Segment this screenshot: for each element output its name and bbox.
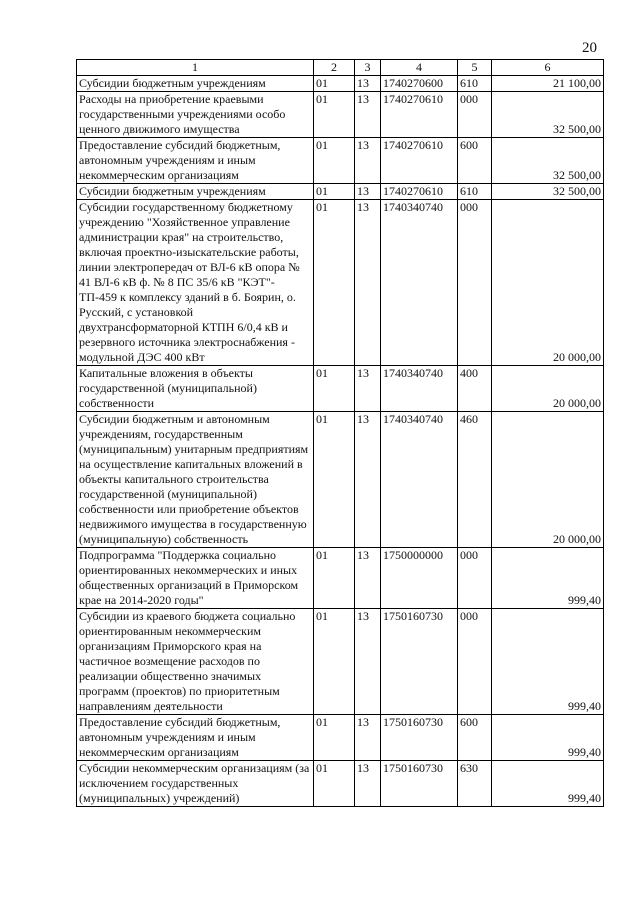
row-expense-type: 610 (458, 76, 492, 92)
table-row (77, 184, 604, 200)
table-row (77, 761, 604, 807)
header-cell: 4 (381, 60, 458, 76)
row-section-code: 01 (314, 609, 355, 715)
table-row (77, 412, 604, 548)
row-amount: 32 500,00 (492, 184, 604, 200)
row-section-code: 01 (314, 92, 355, 138)
row-amount: 21 100,00 (492, 76, 604, 92)
table-row (77, 138, 604, 184)
row-expense-type: 600 (458, 138, 492, 184)
row-amount: 999,40 (492, 715, 604, 761)
row-amount: 32 500,00 (492, 138, 604, 184)
row-target-article: 1750160730 (381, 761, 458, 807)
row-expense-type: 400 (458, 366, 492, 412)
row-subsection-code: 13 (355, 138, 381, 184)
row-target-article: 1740270610 (381, 138, 458, 184)
row-description: Предоставление субсидий бюджетным, автономным учреждениям и иным некоммерческим организациям (77, 138, 314, 184)
row-expense-type: 000 (458, 548, 492, 609)
budget-table (76, 59, 604, 807)
header-cell: 6 (492, 60, 604, 76)
table-row (77, 366, 604, 412)
row-subsection-code: 13 (355, 412, 381, 548)
row-amount: 999,40 (492, 609, 604, 715)
row-subsection-code: 13 (355, 76, 381, 92)
row-target-article: 1740270610 (381, 92, 458, 138)
row-description: Субсидии бюджетным и автономным учреждениям, государственным (муниципальным) унитарным предприятиям на осуществление капитальных вложений в объекты капитального строительства государственной (муниципальной) собственности или приобретение объектов недвижимого имущества в государственную (муниципальную) собственность (77, 412, 314, 548)
table-row (77, 76, 604, 92)
row-subsection-code: 13 (355, 715, 381, 761)
row-description: Предоставление субсидий бюджетным, автономным учреждениям и иным некоммерческим организациям (77, 715, 314, 761)
row-description: Субсидии некоммерческим организациям (за исключением государственных (муниципальных) учреждений) (77, 761, 314, 807)
row-target-article: 1740340740 (381, 200, 458, 366)
header-cell: 2 (314, 60, 355, 76)
row-target-article: 1750160730 (381, 715, 458, 761)
row-expense-type: 630 (458, 761, 492, 807)
table-header-row (77, 60, 604, 76)
row-section-code: 01 (314, 715, 355, 761)
row-section-code: 01 (314, 761, 355, 807)
header-cell: 3 (355, 60, 381, 76)
row-section-code: 01 (314, 200, 355, 366)
row-target-article: 1740340740 (381, 366, 458, 412)
row-description: Субсидии бюджетным учреждениям (77, 76, 314, 92)
row-section-code: 01 (314, 548, 355, 609)
row-expense-type: 460 (458, 412, 492, 548)
row-subsection-code: 13 (355, 366, 381, 412)
row-amount: 20 000,00 (492, 366, 604, 412)
row-target-article: 1750000000 (381, 548, 458, 609)
row-expense-type: 000 (458, 200, 492, 366)
row-subsection-code: 13 (355, 609, 381, 715)
row-description: Капитальные вложения в объекты государственной (муниципальной) собственности (77, 366, 314, 412)
row-amount: 999,40 (492, 548, 604, 609)
table-row (77, 609, 604, 715)
row-description: Субсидии бюджетным учреждениям (77, 184, 314, 200)
row-description: Субсидии государственному бюджетному учреждению "Хозяйственное управление администрации края" на строительство, включая проектно-изыскательские работы, линии электропередач от ВЛ-6 кВ опора № 41 ВЛ-6 кВ ф. № 8 ПС 35/6 кВ "КЭТ"-ТП-459 к комплексу зданий в б. Боярин, о. Русский, с установкой двухтрансформаторной КТПН 6/0,4 кВ и резервного источника электроснабжения - модульной ДЭС 400 кВт (77, 200, 314, 366)
row-amount: 32 500,00 (492, 92, 604, 138)
header-cell: 5 (458, 60, 492, 76)
row-section-code: 01 (314, 184, 355, 200)
row-description: Подпрограмма "Поддержка социально ориентированных некоммерческих и иных общественных организаций в Приморском крае на 2014-2020 годы" (77, 548, 314, 609)
row-expense-type: 600 (458, 715, 492, 761)
row-description: Субсидии из краевого бюджета социально ориентированным некоммерческим организациям Приморского края на частичное возмещение расходов по реализации общественно значимых программ (проектов) по приоритетным направлениям деятельности (77, 609, 314, 715)
row-expense-type: 000 (458, 92, 492, 138)
row-section-code: 01 (314, 138, 355, 184)
row-expense-type: 000 (458, 609, 492, 715)
row-section-code: 01 (314, 412, 355, 548)
row-description: Расходы на приобретение краевыми государственными учреждениями особо ценного движимого имущества (77, 92, 314, 138)
table-row (77, 715, 604, 761)
row-amount: 999,40 (492, 761, 604, 807)
row-subsection-code: 13 (355, 184, 381, 200)
row-subsection-code: 13 (355, 548, 381, 609)
row-expense-type: 610 (458, 184, 492, 200)
row-subsection-code: 13 (355, 761, 381, 807)
page-number: 20 (582, 40, 597, 56)
row-section-code: 01 (314, 76, 355, 92)
table-row (77, 548, 604, 609)
row-amount: 20 000,00 (492, 200, 604, 366)
row-target-article: 1750160730 (381, 609, 458, 715)
row-target-article: 1740340740 (381, 412, 458, 548)
row-subsection-code: 13 (355, 200, 381, 366)
row-amount: 20 000,00 (492, 412, 604, 548)
header-cell: 1 (77, 60, 314, 76)
table-row (77, 200, 604, 366)
row-target-article: 1740270610 (381, 184, 458, 200)
table-row (77, 92, 604, 138)
row-subsection-code: 13 (355, 92, 381, 138)
row-section-code: 01 (314, 366, 355, 412)
row-target-article: 1740270600 (381, 76, 458, 92)
